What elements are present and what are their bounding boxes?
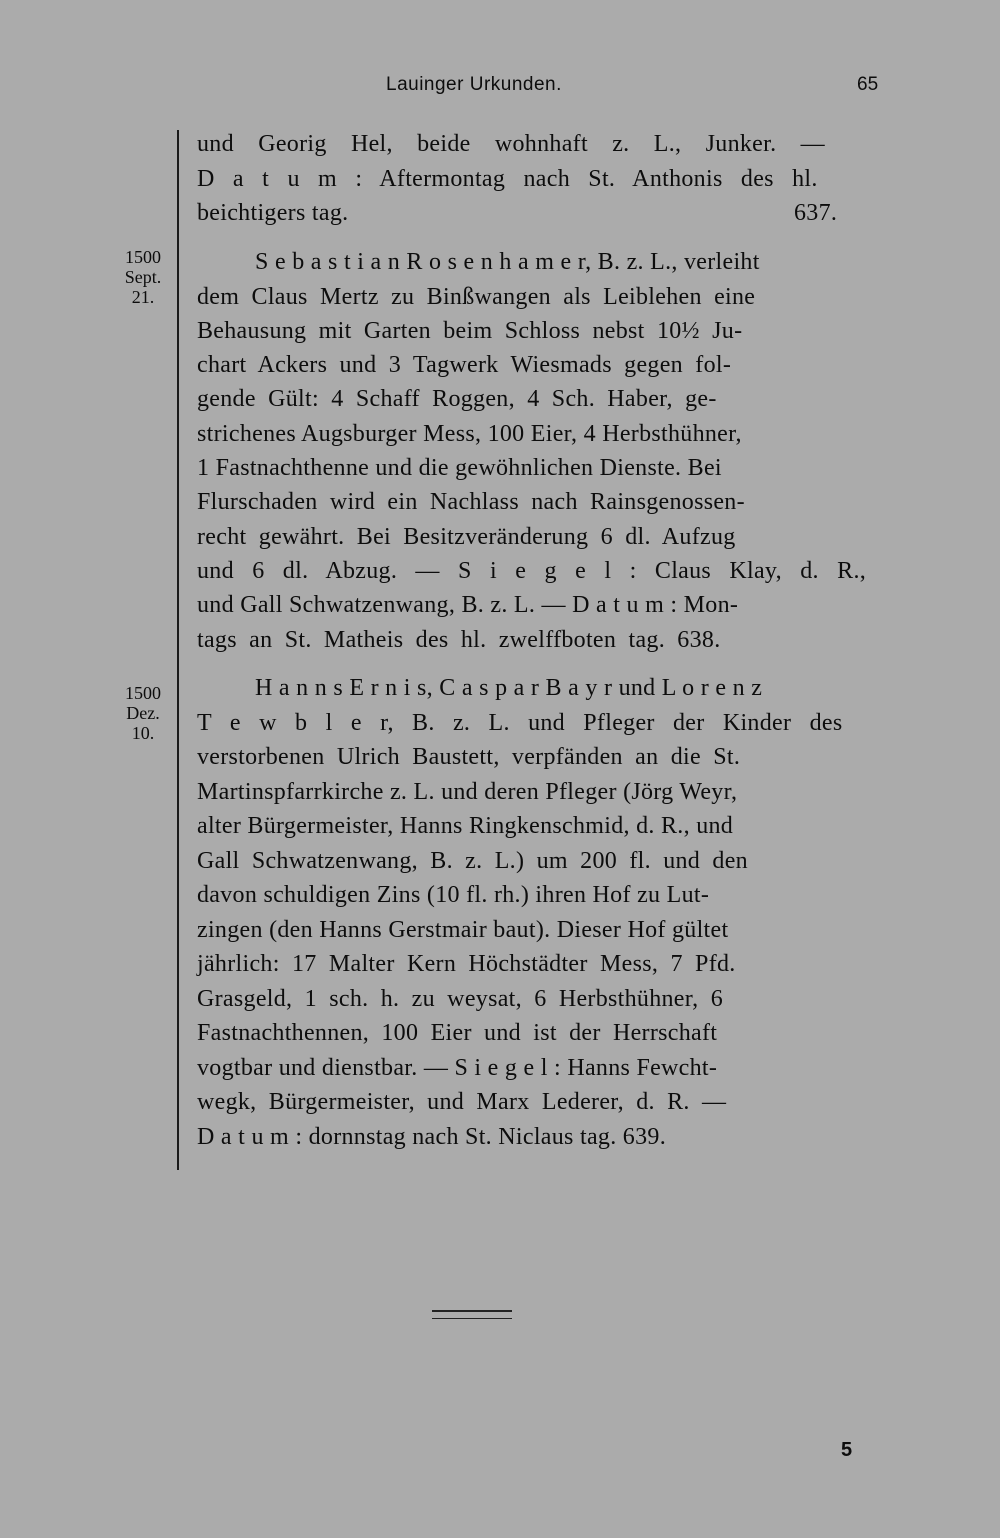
text-line: 1 Fastnachthenne und die gewöhnlichen Dienste. Bei <box>197 455 722 481</box>
footer-rule <box>432 1318 512 1319</box>
margin-month: Sept. <box>124 267 162 287</box>
margin-year: 1500 <box>125 247 161 267</box>
text-line: chart Ackers und 3 Tagwerk Wiesmads gegen fol- <box>197 352 732 378</box>
entry-number: 637. <box>794 200 838 226</box>
text-line: und Georig Hel, beide wohnhaft z. L., Junker. — <box>197 131 825 157</box>
text-line: recht gewährt. Bei Besitzveränderung 6 dl. Aufzug <box>197 524 736 550</box>
text-line: Fastnachthennen, 100 Eier und ist der Herrschaft <box>197 1020 718 1046</box>
text-line: vogtbar und dienstbar. — S i e g e l : Hanns Fewcht- <box>197 1055 718 1081</box>
page-number: 65 <box>857 74 879 95</box>
margin-day: 21. <box>131 287 155 307</box>
text-line: und Gall Schwatzenwang, B. z. L. — D a t u m : Mon- <box>197 592 739 618</box>
text-line: tags an St. Matheis des hl. zwelffboten tag. 638. <box>197 627 721 653</box>
text-line: zingen (den Hanns Gerstmair baut). Dieser Hof gültet <box>197 917 729 943</box>
margin-month: Dez. <box>126 703 160 723</box>
text-line: T e w b l e r, B. z. L. und Pfleger der Kinder des <box>197 710 843 736</box>
text-line: strichenes Augsburger Mess, 100 Eier, 4 Herbsthühner, <box>197 421 742 447</box>
margin-day: 10. <box>131 723 155 743</box>
text-line: Behausung mit Garten beim Schloss nebst 10½ Ju- <box>197 318 743 344</box>
margin-rule <box>177 130 179 1170</box>
text-line: gende Gült: 4 Schaff Roggen, 4 Sch. Haber, ge- <box>197 386 717 412</box>
text-line: Flurschaden wird ein Nachlass nach Rainsgenossen- <box>197 489 745 515</box>
text-line: Grasgeld, 1 sch. h. zu weysat, 6 Herbsthühner, 6 <box>197 986 723 1012</box>
text-line: Gall Schwatzenwang, B. z. L.) um 200 fl. und den <box>197 848 748 874</box>
margin-date-note <box>112 247 174 307</box>
text-line: Martinspfarrkirche z. L. und deren Pfleger (Jörg Weyr, <box>197 779 738 805</box>
text-line: jährlich: 17 Malter Kern Höchstädter Mess, 7 Pfd. <box>197 951 736 977</box>
text-line: dem Claus Mertz zu Binßwangen als Leiblehen eine <box>197 284 756 310</box>
text-line: davon schuldigen Zins (10 fl. rh.) ihren Hof zu Lut- <box>197 882 710 908</box>
text-line: beichtigers tag. <box>197 200 349 226</box>
text-line: H a n n s E r n i s, C a s p a r B a y r und L o r e n z <box>255 675 763 701</box>
text-line: D a t u m : dornnstag nach St. Niclaus tag. 639. <box>197 1124 666 1150</box>
text-line: S e b a s t i a n R o s e n h a m e r, B. z. L., verleiht <box>255 249 760 275</box>
footer-rule <box>432 1310 512 1312</box>
text-line: D a t u m : Aftermontag nach St. Anthonis des hl. <box>197 166 818 192</box>
signature-mark: 5 <box>841 1439 853 1461</box>
margin-year: 1500 <box>125 683 161 703</box>
running-title: Lauinger Urkunden. <box>386 74 562 95</box>
text-line: verstorbenen Ulrich Baustett, verpfänden an die St. <box>197 744 741 770</box>
text-line: und 6 dl. Abzug. — S i e g e l : Claus Klay, d. R., <box>197 558 867 584</box>
margin-date-note <box>112 683 174 743</box>
text-line: wegk, Bürgermeister, und Marx Lederer, d. R. — <box>197 1089 727 1115</box>
text-line: alter Bürgermeister, Hanns Ringkenschmid, d. R., und <box>197 813 734 839</box>
